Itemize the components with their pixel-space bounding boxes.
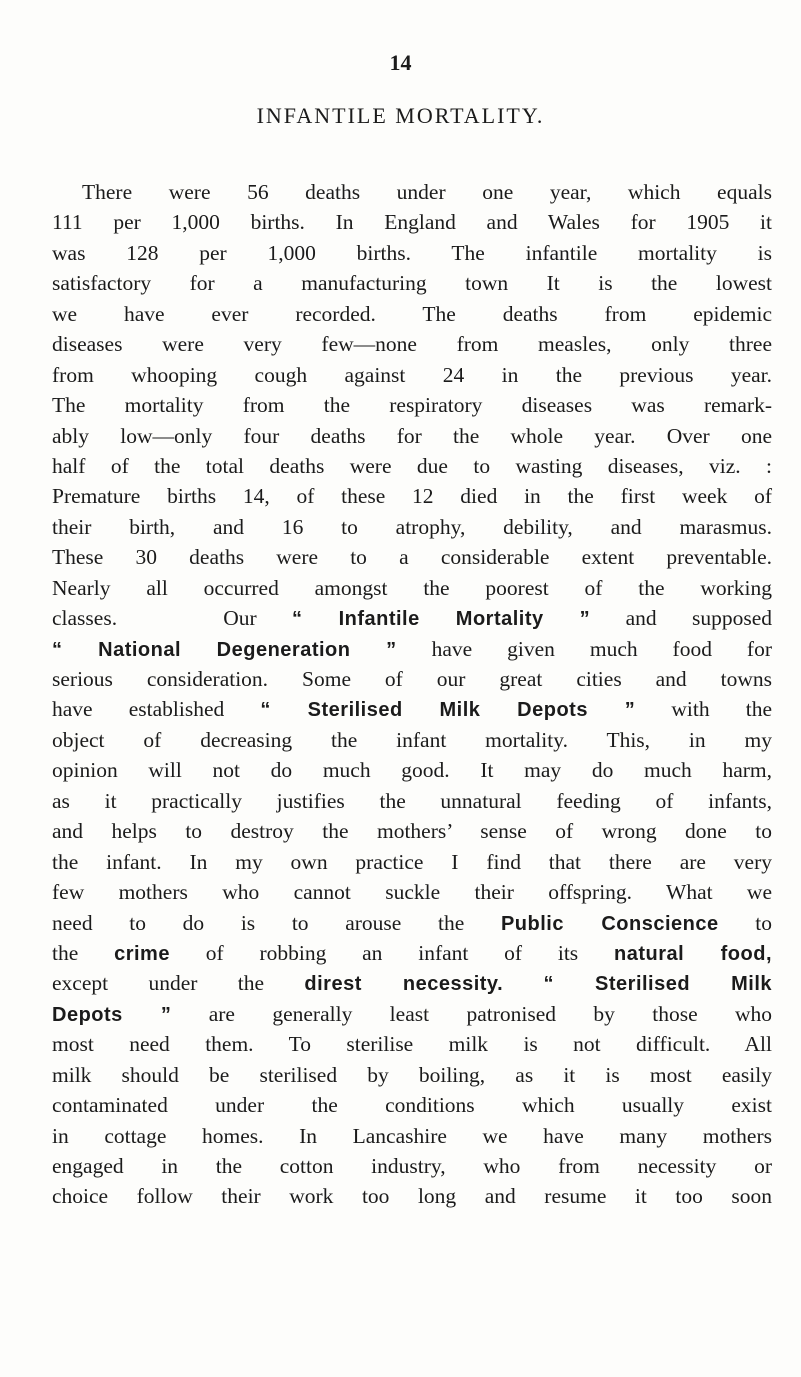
text-line: 111 per 1,000 births. In England and Wales for 1905 it (52, 210, 772, 235)
text-fragment: are generally least patronised by those who (208, 1001, 773, 1026)
emphasis-direst-necessity: direst necessity. (304, 973, 504, 996)
emphasis-public-conscience: Public Conscience (500, 912, 719, 935)
text-line: serious consideration. Some of our great cities and towns (52, 667, 772, 691)
text-line: Premature births 14, of these 12 died in the first week of (52, 484, 772, 509)
text-line: their birth, and 16 to atrophy, debility, and marasmus. (52, 514, 772, 539)
text-line: in cottage homes. In Lancashire we have many mothers (52, 1123, 772, 1148)
text-line: diseases were very few—none from measles, only three (52, 332, 772, 357)
text-line: Nearly all occurred amongst the poorest of the working (52, 575, 772, 600)
text-line: most need them. To sterilise milk is not difficult. All (52, 1032, 772, 1057)
emphasis-natural-food: natural food, (613, 942, 773, 965)
text-line: and helps to destroy the mothers’ sense of wrong done to (52, 819, 772, 844)
text-line: as it practically justifies the unnatural feeding of infants, (52, 788, 772, 813)
text-line: the infant. In my own practice I find that there are very (52, 849, 772, 874)
text-line: choice follow their work too long and resume it too soon (52, 1184, 772, 1209)
text-line (52, 603, 772, 633)
text-fragment: and supposed (625, 606, 773, 631)
text-fragment: of robbing an infant of its (205, 940, 579, 965)
emphasis-national-degeneration: “ National Degeneration ” (52, 638, 397, 661)
text-line: ably low—only four deaths for the whole year. Over one (52, 423, 772, 448)
emphasis-infantile-mortality: “ Infantile Mortality ” (292, 608, 591, 631)
emphasis-sterilised-milk-depots: “ Sterilised Milk Depots ” (260, 699, 636, 722)
text-line: milk should be sterilised by boiling, as it is most easily (52, 1062, 772, 1087)
text-line: opinion will not do much good. It may do much harm, (52, 758, 772, 783)
text-line: satisfactory for a manufacturing town It is the lowest (52, 271, 772, 296)
section-heading: INFANTILE MORTALITY. (256, 103, 545, 128)
text-line: The mortality from the respiratory diseases was remark- (52, 393, 772, 418)
text-line: few mothers who cannot suckle their offspring. What we (52, 880, 772, 905)
text-fragment: classes. (52, 606, 118, 631)
emphasis-sterilised-milk: “ Sterilised Milk (543, 973, 773, 996)
text-fragment: except under the (52, 971, 265, 996)
text-line (52, 938, 772, 968)
text-line: engaged in the cotton industry, who from necessity or (52, 1154, 772, 1178)
text-line (52, 694, 772, 724)
text-fragment: have established (52, 697, 225, 722)
text-fragment: to (755, 910, 772, 935)
page-number: 14 (389, 50, 412, 75)
text-fragment: need to do is to arouse the (52, 910, 465, 935)
text-line: These 30 deaths were to a considerable extent preventable. (52, 545, 772, 570)
text-line: object of decreasing the infant mortality. This, in my (52, 727, 772, 752)
text-line: we have ever recorded. The deaths from epidemic (52, 301, 772, 326)
text-line (52, 999, 772, 1029)
text-line: half of the total deaths were due to wasting diseases, viz. : (52, 453, 772, 478)
emphasis-crime: crime (114, 942, 170, 965)
text-fragment: with the (671, 697, 772, 722)
body-paragraph (52, 177, 772, 1212)
text-line: There were 56 deaths under one year, which equals (82, 180, 772, 204)
text-fragment: Our (223, 606, 257, 631)
text-line: from whooping cough against 24 in the previous year. (52, 362, 772, 387)
text-line: was 128 per 1,000 births. The infantile mortality is (52, 240, 772, 265)
text-fragment: the (52, 940, 79, 965)
text-line (52, 968, 772, 998)
text-line (52, 908, 772, 938)
text-fragment: have given much food for (431, 636, 772, 661)
emphasis-depots: Depots ” (52, 1003, 172, 1026)
text-line: contaminated under the conditions which usually exist (52, 1093, 772, 1118)
text-line (52, 634, 772, 664)
